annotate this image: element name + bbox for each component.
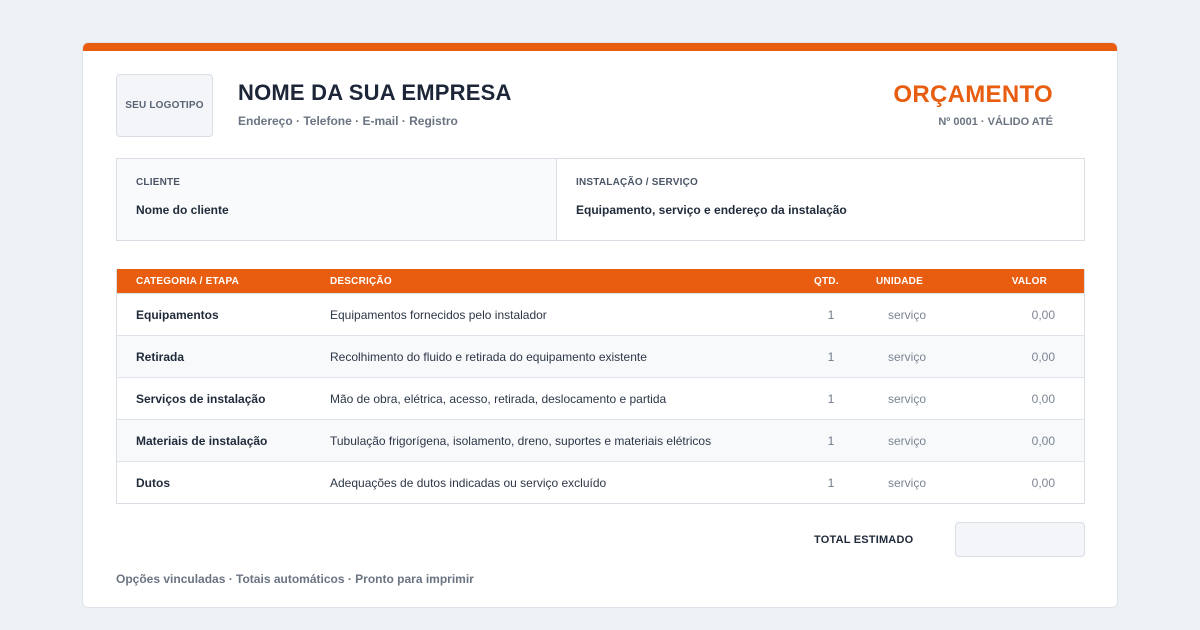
row-value[interactable]: 0,00: [1031, 350, 1055, 364]
table-header: [117, 269, 1084, 293]
items-table: [116, 269, 1085, 504]
row-description[interactable]: Mão de obra, elétrica, acesso, retirada, deslocamento e partida: [330, 392, 667, 406]
row-value[interactable]: 0,00: [1031, 434, 1055, 448]
row-description[interactable]: Recolhimento do fluido e retirada do equipamento existente: [330, 350, 647, 364]
total-value-field[interactable]: [955, 522, 1085, 557]
table-row: [117, 377, 1084, 419]
row-unit[interactable]: serviço: [887, 350, 926, 364]
row-category: Retirada: [136, 350, 185, 364]
document-title: ORÇAMENTO: [893, 81, 1053, 108]
logo-placeholder: SEU LOGOTIPO: [116, 74, 213, 137]
client-label: CLIENTE: [136, 177, 181, 188]
info-box: [116, 158, 1085, 241]
row-description[interactable]: Tubulação frigorígena, isolamento, dreno, suportes e materiais elétricos: [330, 434, 712, 448]
row-unit[interactable]: serviço: [887, 308, 926, 322]
row-category: Dutos: [136, 476, 170, 490]
table-row: [117, 461, 1084, 503]
row-unit[interactable]: serviço: [887, 392, 926, 406]
row-category: Serviços de instalação: [136, 392, 266, 406]
row-category: Equipamentos: [136, 308, 219, 322]
service-section: [557, 159, 1084, 240]
header-value: VALOR: [1011, 276, 1047, 287]
row-qty[interactable]: 1: [827, 392, 835, 406]
row-category: Materiais de instalação: [136, 434, 268, 448]
row-qty[interactable]: 1: [827, 434, 835, 448]
row-qty[interactable]: 1: [827, 350, 835, 364]
row-value[interactable]: 0,00: [1031, 392, 1055, 406]
header-description: DESCRIÇÃO: [330, 276, 392, 287]
table-row: [117, 293, 1084, 335]
service-label: INSTALAÇÃO / SERVIÇO: [576, 177, 698, 188]
accent-bar: [83, 43, 1117, 51]
table-body: [117, 293, 1084, 503]
table-row: [117, 335, 1084, 377]
row-description[interactable]: Equipamentos fornecidos pelo instalador: [330, 308, 547, 322]
row-qty[interactable]: 1: [827, 476, 835, 490]
document-meta: Nº 0001 · VÁLIDO ATÉ: [938, 116, 1053, 128]
row-unit[interactable]: serviço: [887, 476, 926, 490]
row-unit[interactable]: serviço: [887, 434, 926, 448]
table-row: [117, 419, 1084, 461]
header-unit: UNIDADE: [876, 276, 923, 287]
header-category: CATEGORIA / ETAPA: [136, 276, 240, 287]
company-info: Endereço · Telefone · E-mail · Registro: [238, 114, 458, 128]
client-section: [117, 159, 557, 240]
quote-document: [82, 42, 1118, 608]
header-qty: QTD.: [814, 276, 839, 287]
total-label: TOTAL ESTIMADO: [814, 534, 914, 546]
client-value[interactable]: Nome do cliente: [136, 203, 229, 217]
row-qty[interactable]: 1: [827, 308, 835, 322]
row-description[interactable]: Adequações de dutos indicadas ou serviço excluído: [330, 476, 607, 490]
footer-note: Opções vinculadas · Totais automáticos · Pronto para imprimir: [116, 572, 474, 586]
row-value[interactable]: 0,00: [1031, 476, 1055, 490]
row-value[interactable]: 0,00: [1031, 308, 1055, 322]
service-value[interactable]: Equipamento, serviço e endereço da instalação: [576, 203, 847, 217]
company-name: NOME DA SUA EMPRESA: [238, 80, 512, 105]
